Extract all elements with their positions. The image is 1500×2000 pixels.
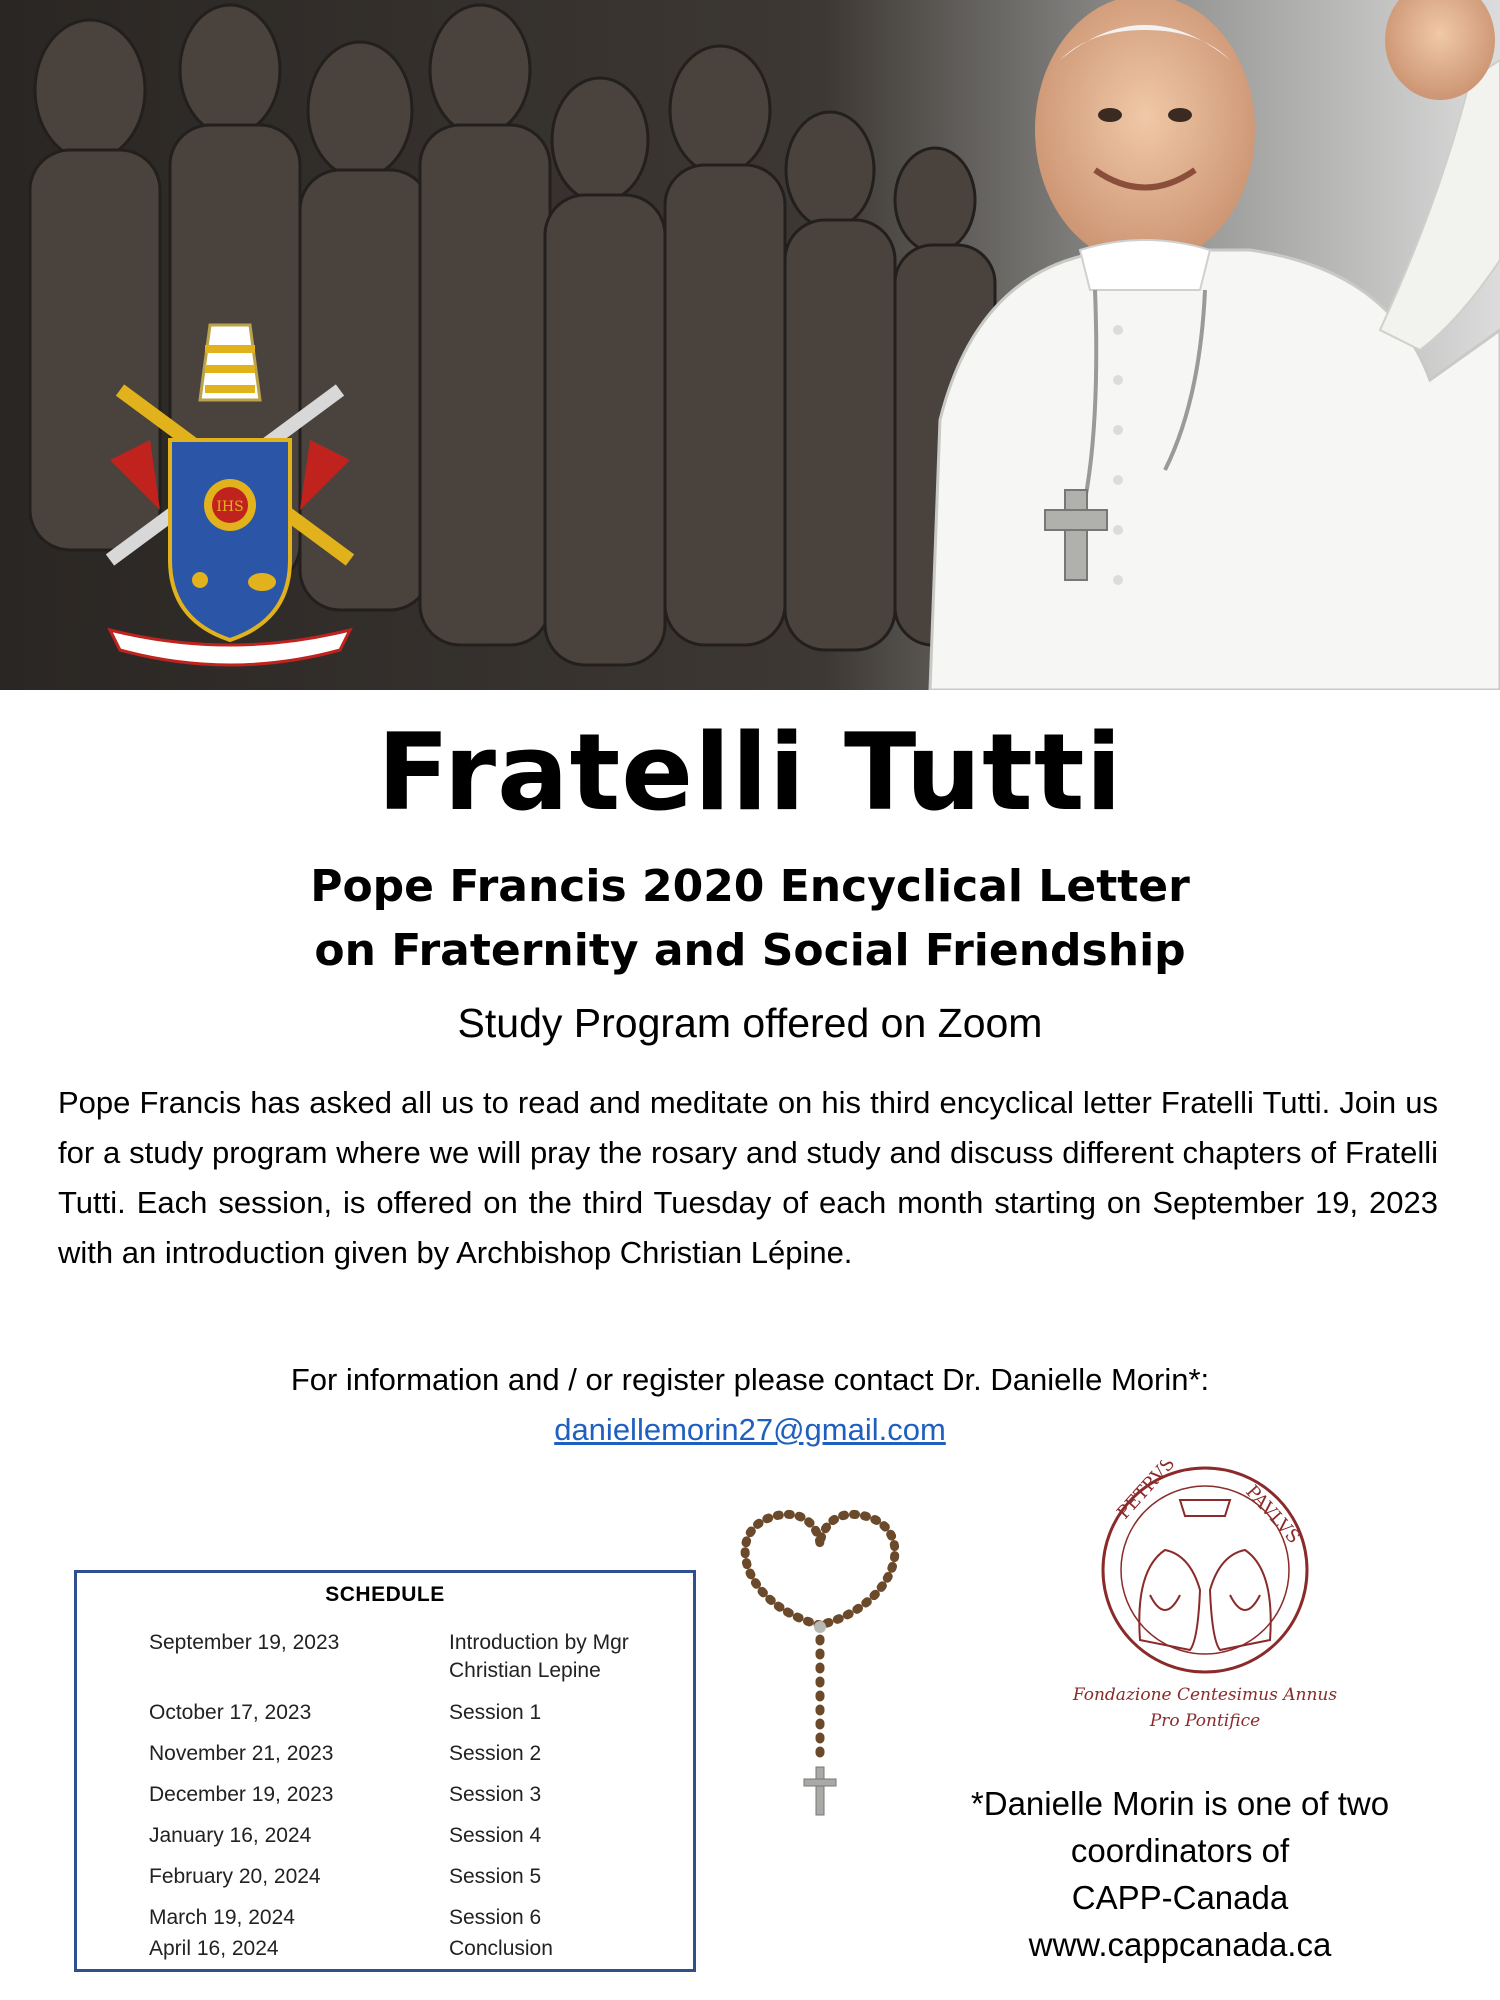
svg-text:PAVLVS: PAVLVS <box>1241 1481 1305 1548</box>
coordinator-line-2: coordinators of <box>1070 1832 1290 1869</box>
svg-text:Fondazione Centesimus Annus: Fondazione Centesimus Annus <box>1072 1685 1338 1705</box>
schedule-session: Conclusion <box>449 1937 553 1960</box>
coordinator-line-3: CAPP-Canada <box>1071 1879 1289 1916</box>
subtitle-line-1: Pope Francis 2020 Encyclical Letter <box>310 861 1190 912</box>
schedule-date: September 19, 2023 <box>149 1631 340 1654</box>
schedule-date: October 17, 2023 <box>149 1701 312 1724</box>
email-link[interactable]: daniellemorin27@gmail.com <box>554 1412 946 1447</box>
program-label: Study Program offered on Zoom <box>457 1000 1043 1046</box>
schedule-date: February 20, 2024 <box>149 1865 321 1888</box>
schedule-session: Introduction by Mgr Christian Lepine <box>449 1631 629 1682</box>
schedule-date: November 21, 2023 <box>149 1742 334 1765</box>
hero-photo <box>0 0 1500 690</box>
schedule-session: Session 5 <box>449 1865 542 1888</box>
schedule-date: December 19, 2023 <box>149 1783 334 1806</box>
page-title: Fratelli Tutti <box>377 711 1123 834</box>
schedule-session: Session 3 <box>449 1783 542 1806</box>
schedule-session: Session 2 <box>449 1742 542 1765</box>
coordinator-note <box>920 1780 1440 1968</box>
contact-block <box>0 1355 1500 1455</box>
svg-text:Pro Pontifice: Pro Pontifice <box>1149 1711 1261 1731</box>
svg-text:IHS: IHS <box>216 499 244 515</box>
rosary-image <box>720 1505 920 1830</box>
subtitle-line-2: on Fraternity and Social Friendship <box>314 925 1186 976</box>
rosary-icon <box>720 1505 920 1825</box>
contact-text: For information and / or register please contact Dr. Danielle Morin*: <box>290 1362 1210 1397</box>
centesimus-annus-seal <box>1040 1460 1370 1745</box>
schedule-session: Session 4 <box>449 1824 542 1847</box>
svg-text:PETRVS: PETRVS <box>1113 1460 1180 1524</box>
website-link[interactable]: www.cappcanada.ca <box>1028 1926 1332 1963</box>
seal-emblem <box>1040 1460 1370 1740</box>
subtitle <box>0 855 1500 983</box>
schedule-heading: SCHEDULE <box>325 1583 445 1606</box>
schedule-date: March 19, 2024 <box>149 1906 295 1929</box>
schedule-session: Session 1 <box>449 1701 542 1724</box>
schedule-date: January 16, 2024 <box>149 1824 312 1847</box>
schedule-session: Session 6 <box>449 1906 542 1929</box>
coordinator-line-1: *Danielle Morin is one of two <box>970 1785 1390 1822</box>
description-paragraph: Pope Francis has asked all us to read and meditate on his third encyclical letter Fratelli Tutti. Join us for a study program where we will pray the rosary and study and discuss different chapters of Fratelli Tutti. Each session, is offered on the third Tuesday of each month starting on September 19, 2023 with an introduction given by Archbishop Christian Lépine. <box>58 1085 1438 1270</box>
schedule-box <box>74 1570 696 1972</box>
schedule-date: April 16, 2024 <box>149 1937 279 1960</box>
hero-illustration <box>0 0 1500 690</box>
